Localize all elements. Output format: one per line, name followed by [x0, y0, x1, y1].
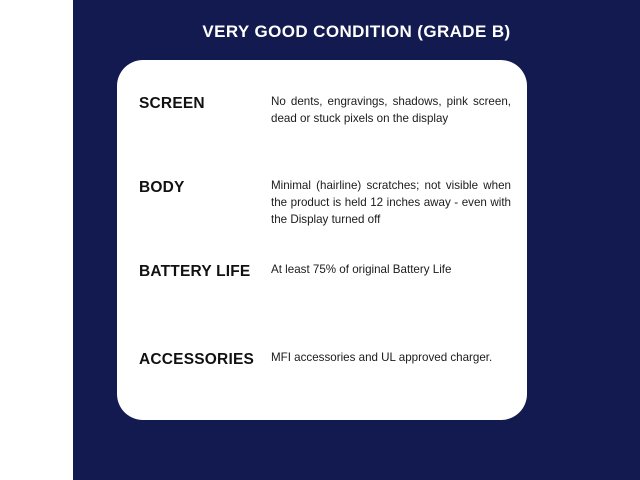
row-text-body: Minimal (hairline) scratches; not visible when the product is held 12 inches away - even with the Display turned off — [271, 179, 511, 226]
list-item — [139, 94, 511, 156]
list-item — [139, 350, 511, 412]
row-label-screen: SCREEN — [139, 95, 205, 112]
list-item — [139, 262, 511, 324]
row-label-battery-life: BATTERY LIFE — [139, 263, 251, 280]
list-item — [139, 178, 511, 240]
row-text-screen: No dents, engravings, shadows, pink screen, dead or stuck pixels on the display — [271, 95, 511, 125]
page-title: VERY GOOD CONDITION (GRADE B) — [202, 22, 511, 41]
condition-rows — [139, 88, 511, 412]
row-label-body: BODY — [139, 179, 185, 196]
row-text-accessories: MFI accessories and UL approved charger. — [271, 351, 493, 364]
row-text-battery-life: At least 75% of original Battery Life — [271, 263, 452, 276]
row-label-accessories: ACCESSORIES — [139, 351, 255, 368]
condition-card — [117, 60, 527, 420]
condition-panel — [73, 0, 640, 480]
